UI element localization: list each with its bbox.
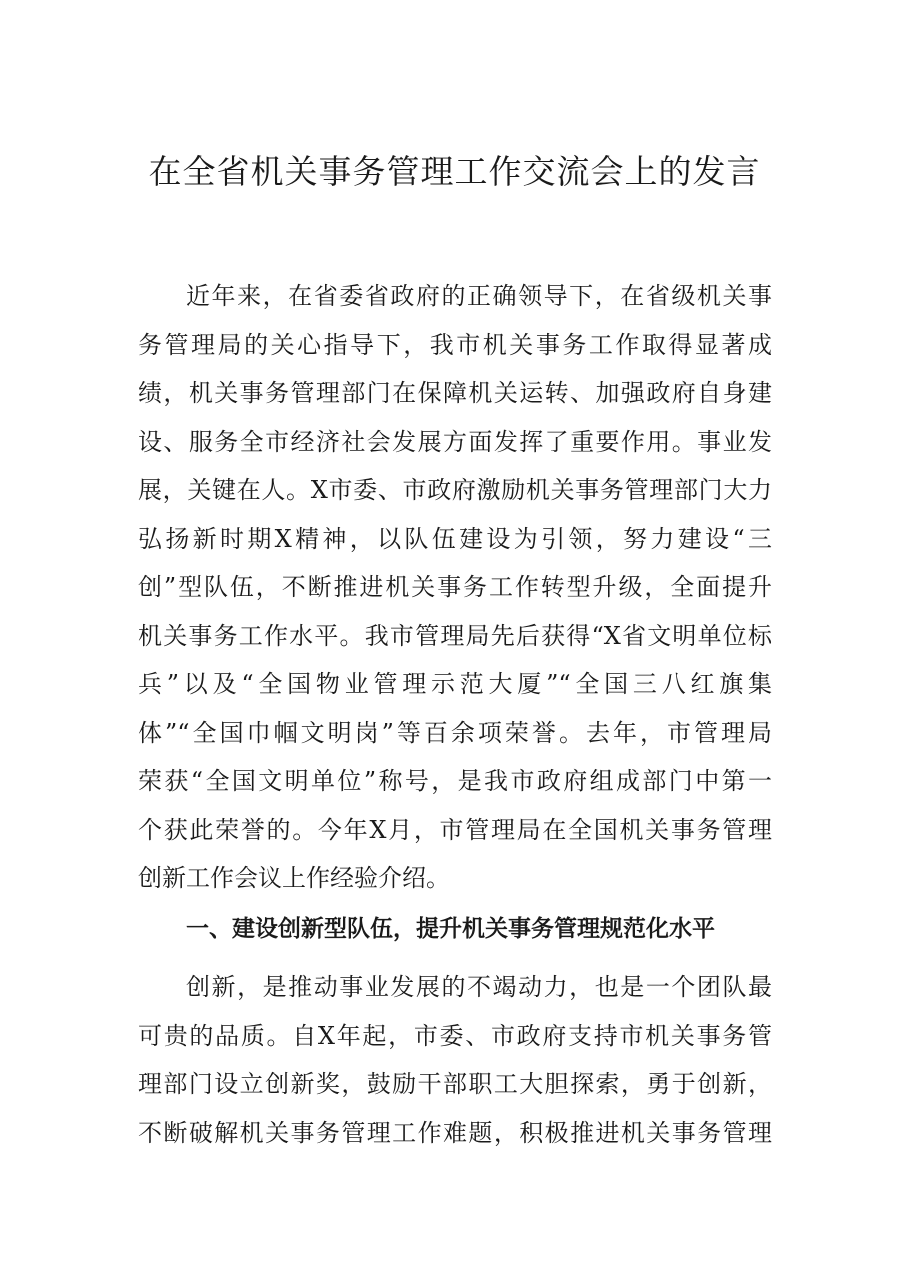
paragraph-line: 体”“全国巾帼文明岗”等百余项荣誉。去年，市管理局: [138, 718, 772, 747]
paragraph-line: 创新，是推动事业发展的不竭动力，也是一个团队最: [186, 973, 772, 1001]
paragraph-line: 弘扬新时期X精神，以队伍建设为引领，努力建设“三: [138, 524, 772, 553]
paragraph-line: 荣获“全国文明单位”称号，是我市政府组成部门中第一: [138, 767, 772, 795]
paragraph-line: 创”型队伍，不断推进机关事务工作转型升级，全面提升: [138, 573, 772, 601]
paragraph-line: 务管理局的关心指导下，我市机关事务工作取得显著成: [138, 330, 772, 359]
paragraph-innovation: [138, 963, 772, 1157]
paragraph-line: 理部门设立创新奖，鼓励干部职工大胆探索，勇于创新，: [138, 1070, 772, 1098]
document-title: 在全省机关事务管理工作交流会上的发言: [148, 152, 761, 191]
section-heading: 一、建设创新型队伍，提升机关事务管理规范化水平: [186, 916, 715, 942]
paragraph-line: 展，关键在人。X市委、市政府激励机关事务管理部门大力: [138, 476, 772, 504]
paragraph-line: 可贵的品质。自X年起，市委、市政府支持市机关事务管: [138, 1021, 772, 1050]
paragraph-intro: [138, 272, 772, 903]
paragraph-line: 创新工作会议上作经验介绍。: [138, 864, 450, 892]
paragraph-line: 近年来，在省委省政府的正确领导下，在省级机关事: [186, 282, 772, 310]
paragraph-line: 个获此荣誉的。今年X月，市管理局在全国机关事务管理: [138, 815, 772, 844]
paragraph-line: 不断破解机关事务管理工作难题，积极推进机关事务管理: [138, 1118, 772, 1147]
paragraph-line: 兵”以及“全国物业管理示范大厦”“全国三八红旗集: [138, 670, 772, 698]
paragraph-line: 设、服务全市经济社会发展方面发挥了重要作用。事业发: [138, 427, 772, 456]
paragraph-line: 机关事务工作水平。我市管理局先后获得“X省文明单位标: [138, 621, 772, 650]
paragraph-line: 绩，机关事务管理部门在保障机关运转、加强政府自身建: [138, 379, 772, 407]
